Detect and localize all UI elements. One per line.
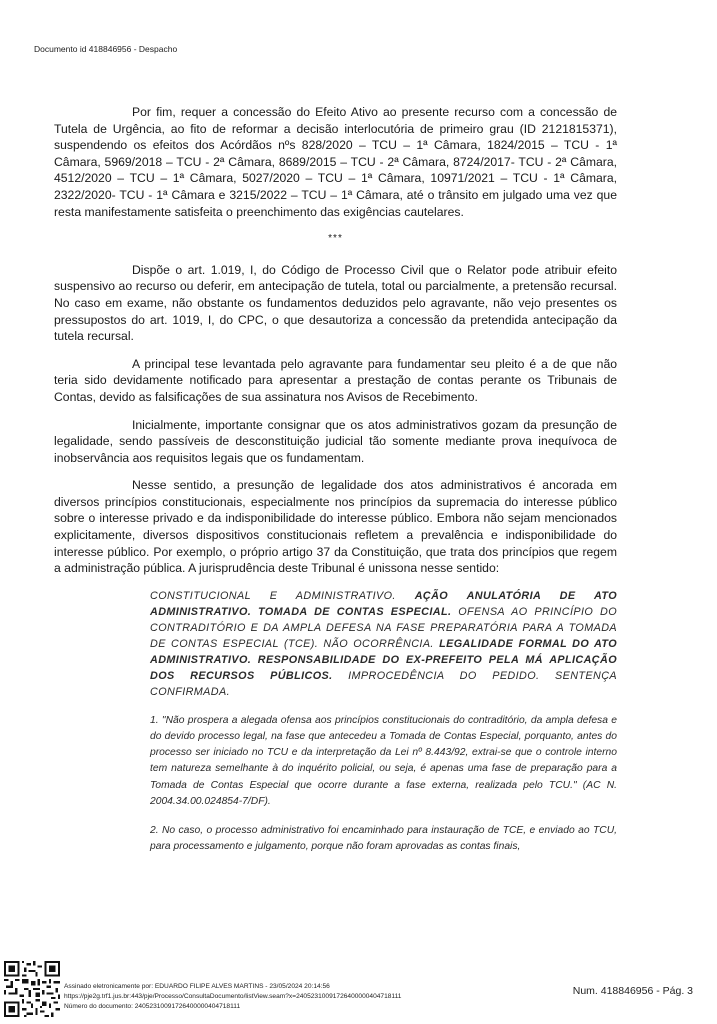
ementa-bold: LEGALIDADE FORMAL DO ATO ADMINISTRATIVO. RESPONSABILIDADE DO EX-PREFEITO PELA MÁ APLICAÇÃO DOS RECURSOS PÚBLICOS.	[150, 637, 617, 682]
paragraph: Por fim, requer a concessão do Efeito Ativo ao presente recurso com a concessão de Tutela de Urgência, ao fito de reformar a decisão interlocutória de primeiro grau (ID 2121815371), suspendendo os efeitos dos Acórdãos nºs 828/2020 – TCU – 1ª Câmara, 1824/2015 – TCU - 1ª Câmara, 5969/2018 – TCU - 2ª Câmara, 8689/2015 – TCU - 2ª Câmara, 8724/2017- TCU - 2ª Câmara, 4512/2020 – TCU – 1ª Câmara, 5027/2020 – TCU – 1ª Câmara, 10971/2021 – TCU - 1ª Câmara, 2322/2020- TCU - 1ª Câmara e 3215/2022 – TCU – 1ª Câmara, até o trânsito em julgado uma vez que resta manifestamente satisfeita o preenchimento das exigências cautelares.	[54, 105, 617, 219]
document-header-id: Documento id 418846956 - Despacho	[34, 44, 178, 54]
ementa-text: OFENSA AO PRINCÍPIO DO CONTRADITÓRIO E DA AMPLA DEFESA NA FASE PREPARATÓRIA PARA A TOMADA DE CONTAS ESPECIAL (TCE). NÃO OCORRÊNCIA.	[150, 605, 617, 650]
section-separator: ***	[328, 233, 343, 245]
paragraph: Nesse sentido, a presunção de legalidade dos atos administrativos é ancorada em diversos princípios constitucionais, especialmente nos princípios da supremacia do interesse público sobre o interesse privado e da indisponibilidade do interesse público. Embora não sejam mencionados explicitamente, diversos dispositivos constitucionais refletem a prevalência e indisponibilidade do interesse público. Por exemplo, o próprio artigo 37 da Constituição, que trata dos princípios que regem a administração pública. A jurisprudência deste Tribunal é unissona nesse sentido:	[54, 478, 617, 576]
signature-info	[64, 982, 401, 1013]
quote-item-2: 2. No caso, o processo administrativo foi encaminhado para instauração de TCE, e enviado ao TCU, para processamento e julgamento, porque não foram aprovadas as contas finais,	[150, 825, 617, 853]
quote-ementa	[150, 588, 617, 700]
quote-item-1: 1. "Não prospera a alegada ofensa aos princípios constitucionais do contraditório, da ampla defesa e do devido processo legal, na fase que antecedeu a Tomada de Contas Especial, porquanto, antes do processo ser iniciado no TCU e da interpretação da Lei nº 8.443/92, extrai-se que o controle interno tem natureza semelhante à do inquérito policial, ou seja, é apenas uma fase de preparação para a Tomada de Contas Especial que ocorre durante a fase externa, realizada pelo TCU." (AC N. 2004.34.00.024854-7/DF).	[150, 714, 617, 807]
paragraph: Inicialmente, importante consignar que os atos administrativos gozam da presunção de legalidade, sendo passíveis de desconstituição judicial tão somente mediante prova inequívoca de inobservância aos requisitos legais que os fundamentam.	[54, 417, 617, 465]
jurisprudence-quote	[150, 588, 617, 856]
ementa-text: CONSTITUCIONAL E ADMINISTRATIVO.	[150, 589, 415, 602]
signed-by: Assinado eletronicamente por: EDUARDO FILIPE ALVES MARTINS - 23/05/2024 20:14:56	[64, 983, 330, 990]
paragraph: A principal tese levantada pelo agravante para fundamentar seu pleito é a de que não teria sido devidamente notificado para apresentar a prestação de contas perante os Tribunais de Contas, devido as falsificações de sua assinatura nos Avisos de Recebimento.	[54, 356, 617, 404]
verification-url[interactable]: https://pje2g.trf1.jus.br:443/pje/Processo/ConsultaDocumento/listView.seam?x=24052310091726400000404718111	[64, 993, 402, 1001]
document-number: Número do documento: 24052310091726400000404718111	[64, 1003, 241, 1011]
ementa-bold: AÇÃO ANULATÓRIA DE ATO ADMINISTRATIVO. TOMADA DE CONTAS ESPECIAL.	[150, 589, 617, 618]
ementa-text: IMPROCEDÊNCIA DO PEDIDO. SENTENÇA CONFIRMADA.	[150, 669, 617, 698]
page-number: Num. 418846956 - Pág. 3	[572, 985, 693, 997]
paragraph: Dispõe o art. 1.019, I, do Código de Processo Civil que o Relator pode atribuir efeito suspensivo ao recurso ou deferir, em antecipação de tutela, total ou parcialmente, a pretensão recursal. No caso em exame, não obstante os fundamentos deduzidos pelo agravante, não vejo presentes os pressupostos do art. 1019, I, do CPC, o que desautoriza a concessão da pretendida antecipação da tutela recursal.	[54, 262, 617, 344]
qr-code-icon[interactable]	[4, 961, 60, 1017]
signature-footer	[0, 955, 717, 1024]
document-body	[54, 104, 617, 868]
